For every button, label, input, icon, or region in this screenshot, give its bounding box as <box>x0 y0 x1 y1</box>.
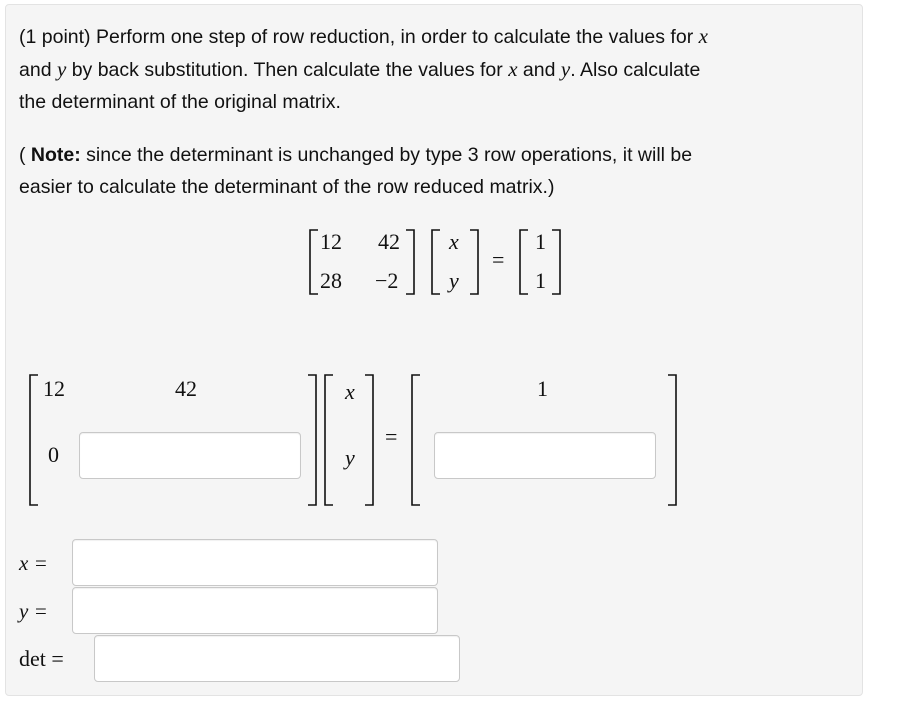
orig-var-x: x <box>449 229 459 254</box>
y-input[interactable] <box>72 587 438 634</box>
reduced-var-y: y <box>345 445 355 470</box>
reduced-var-x: x <box>345 379 355 404</box>
note-text: ( Note: since the determinant is unchanged by type 3 row operations, it will be easier to calculate the determinant of the row reduced matrix.) <box>19 144 693 198</box>
x-label: x = <box>19 551 48 575</box>
reduced-r11: 12 <box>43 376 65 401</box>
problem-statement: (1 point) Perform one step of row reduction, in order to calculate the values for x and y by back substitution. Then calculate the values for x and y. Also calculate the determinant of the original matrix. <box>19 24 708 113</box>
x-input[interactable] <box>72 539 438 586</box>
orig-a21: 28 <box>320 268 342 293</box>
reduced-b2-input[interactable] <box>434 432 656 479</box>
det-label: det = <box>19 646 64 671</box>
det-input[interactable] <box>94 635 460 682</box>
orig-equals: = <box>492 247 505 272</box>
points-label: (1 point) <box>19 26 91 48</box>
reduced-r12: 42 <box>175 376 197 401</box>
orig-b1: 1 <box>535 229 546 254</box>
orig-a22: −2 <box>375 268 399 293</box>
orig-a12: 42 <box>378 229 400 254</box>
reduced-equals: = <box>385 424 398 449</box>
reduced-r22-input[interactable] <box>79 432 301 479</box>
y-label: y = <box>19 599 48 623</box>
reduced-b1: 1 <box>537 376 548 401</box>
orig-a11: 12 <box>320 229 342 254</box>
reduced-r21: 0 <box>48 442 59 467</box>
orig-b2: 1 <box>535 268 546 293</box>
note-label: Note: <box>30 144 81 166</box>
orig-var-y: y <box>449 268 459 293</box>
